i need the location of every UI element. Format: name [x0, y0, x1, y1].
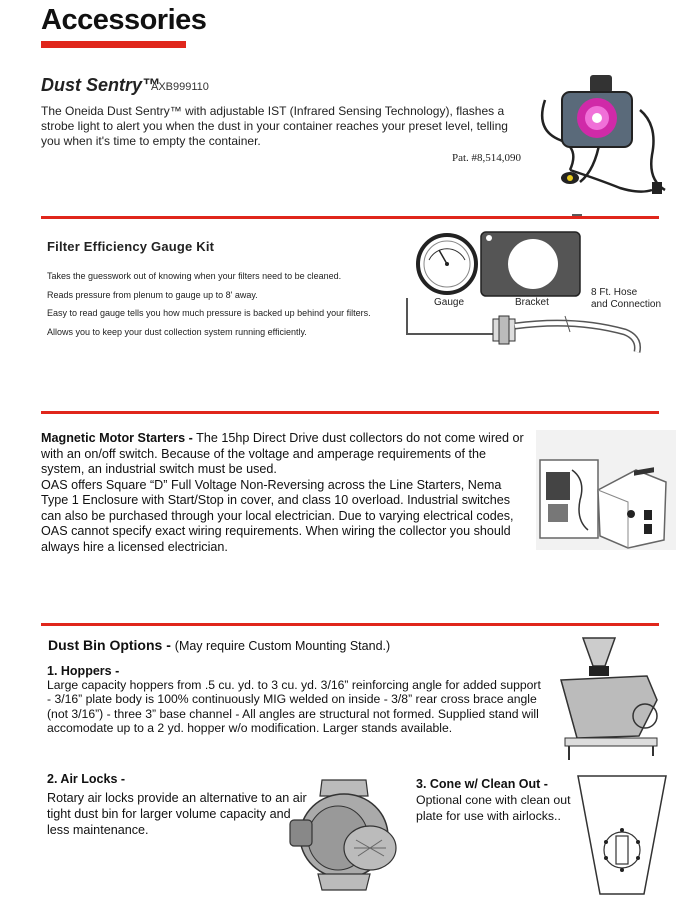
air-lock-image [288, 776, 406, 894]
dust-sentry-image [540, 70, 670, 220]
page-title: Accessories [41, 4, 207, 36]
hoppers-text: Large capacity hoppers from .5 cu. yd. to 3 cu. yd. 3/16” reinforcing angle for added support - 3/16” plate body is 100% continuously MIG welded on inside - 3/8” rear cross brace angle (not 3/16”) - three 3” base channel - All angles are structural not formed. Supplied stand will accomodate up to a 2 yd. hopper w/o modification. Larger stands available. [47, 678, 541, 735]
hose-label-line2: and Connection [591, 299, 662, 310]
cone-title: 3. Cone w/ Clean Out - [416, 777, 548, 791]
gauge-label: Gauge [434, 297, 465, 308]
list-item: Reads pressure from plenum to gauge up to 8' away. [47, 289, 258, 300]
hoppers-title: 1. Hoppers - [47, 664, 120, 678]
dust-sentry-code: AXB999110 [151, 81, 209, 93]
dust-sentry-description: The Oneida Dust Sentry™ with adjustable IST (Infrared Sensing Technology), flashes a strobe light to alert you when the dust in your container reaches your preset level, telling you when it's time to empty the container. [41, 104, 508, 148]
list-item: Easy to read gauge tells you how much pressure is backed up behind your filters. [47, 308, 371, 318]
cone-text: Optional cone with clean out plate for use with airlocks.. [416, 793, 571, 823]
motor-starters-text [41, 431, 531, 555]
dust-sentry-title: Dust Sentry™ [41, 75, 161, 95]
motor-starters-paragraph-1: The 15hp Direct Drive dust collectors do not come wired or with an on/off switch. Because of the voltage and amperage requirements of the system, an industrial switch must be used. [41, 431, 524, 476]
cone-image [576, 772, 668, 896]
filter-gauge-title: Filter Efficiency Gauge Kit [47, 239, 215, 254]
section-divider [41, 411, 659, 414]
hose-label-line1: 8 Ft. Hose [591, 287, 638, 298]
motor-starters-paragraph-2: OAS offers Square “D” Full Voltage Non-Reversing across the Line Starters, Nema Type 1 Enclosure with Start/Stop in cover, and class 10 overload. Industrial switches can also be purchased through your local electrician. Due to varying electrical codes, OAS cannot specify exact wiring requirements. When wiring the collector you should always hire a licensed electrician. [41, 477, 514, 554]
motor-starter-image [536, 430, 676, 550]
section-divider [41, 623, 659, 626]
section-divider [41, 216, 659, 219]
hopper-image [555, 638, 665, 763]
dust-sentry-patent: Pat. #8,514,090 [452, 152, 522, 164]
filter-gauge-list [47, 267, 407, 341]
motor-starters-title: Magnetic Motor Starters - [41, 431, 193, 445]
list-item: Takes the guesswork out of knowing when your filters need to be cleaned. [47, 271, 342, 281]
bracket-label: Bracket [515, 297, 549, 308]
dust-bin-title [48, 637, 390, 653]
dust-bin-note: (May require Custom Mounting Stand.) [174, 639, 391, 653]
title-underline [41, 41, 186, 48]
dust-bin-heading: Dust Bin Options - [48, 637, 171, 653]
list-item: Allows you to keep your dust collection system running efficiently. [47, 326, 307, 337]
air-locks-text: Rotary air locks provide an alternative to an air tight dust bin for larger volume capacity and less maintenance. [47, 791, 307, 837]
air-locks-title: 2. Air Locks - [47, 772, 126, 786]
